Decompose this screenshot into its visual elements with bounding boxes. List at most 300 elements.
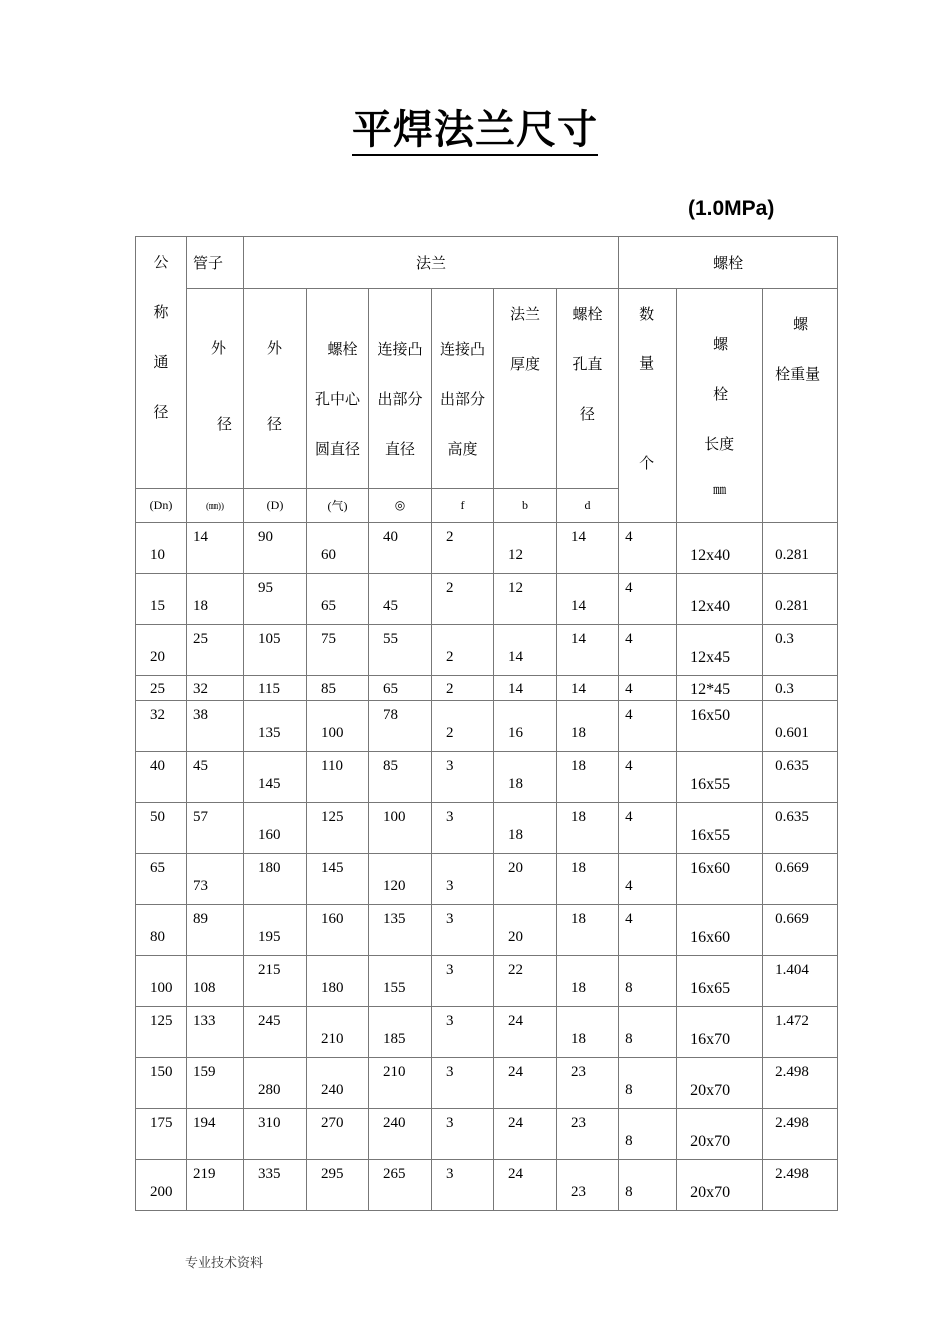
table-cell	[369, 1160, 432, 1211]
cell-value: 0.601	[775, 725, 809, 741]
table-cell	[187, 803, 244, 854]
cell-value: 0.3	[775, 681, 794, 697]
table-cell	[187, 1058, 244, 1109]
cell-value: 245	[258, 1013, 281, 1029]
cell-value: 65	[150, 860, 165, 876]
cell-value: 20x70	[690, 1184, 731, 1201]
table-cell	[307, 701, 369, 752]
cell-value: 18	[571, 911, 586, 927]
table-cell	[432, 625, 494, 676]
header-flange: 法兰	[244, 237, 619, 289]
table-cell	[244, 1058, 307, 1109]
cell-value: 60	[321, 547, 336, 563]
table-cell	[187, 523, 244, 574]
cell-value: 3	[446, 1013, 454, 1029]
table-cell	[187, 854, 244, 905]
table-cell	[494, 523, 557, 574]
cell-value: 50	[150, 809, 165, 825]
cell-value: 18	[571, 758, 586, 774]
cell-value: 18	[571, 1031, 586, 1047]
cell-value: 14	[571, 598, 586, 614]
table-cell	[763, 956, 838, 1007]
table-cell	[763, 752, 838, 803]
table-cell	[494, 854, 557, 905]
table-cell	[187, 574, 244, 625]
cell-value: 14	[571, 529, 586, 545]
table-cell	[432, 523, 494, 574]
footer-note: 专业技术资料	[185, 1256, 264, 1271]
table-cell	[557, 1160, 619, 1211]
flange-dimension-table	[135, 236, 838, 1211]
table-cell	[557, 1109, 619, 1160]
table-cell	[494, 956, 557, 1007]
table-cell	[244, 523, 307, 574]
table-cell	[369, 574, 432, 625]
table-cell	[136, 1058, 187, 1109]
table-cell	[369, 854, 432, 905]
table-cell	[136, 625, 187, 676]
table-cell	[136, 1160, 187, 1211]
cell-value: 12x45	[690, 649, 731, 666]
cell-value: 16x55	[690, 776, 731, 793]
table-cell	[619, 1058, 677, 1109]
table-row	[136, 752, 838, 803]
table-cell	[557, 803, 619, 854]
pressure-rating: (1.0MPa)	[688, 197, 775, 220]
table-cell	[763, 1007, 838, 1058]
header-flange-od: 外 径	[244, 289, 307, 489]
table-row	[136, 956, 838, 1007]
table-cell	[677, 1007, 763, 1058]
cell-value: 14	[571, 681, 586, 697]
table-cell	[187, 752, 244, 803]
cell-value: 45	[193, 758, 208, 774]
header-flange-thickness: 法兰 厚度	[494, 289, 557, 489]
page-title: 平焊法兰尺寸	[0, 98, 950, 155]
cell-value: 3	[446, 1115, 454, 1131]
table-cell	[369, 803, 432, 854]
cell-value: 100	[321, 725, 344, 741]
cell-value: 210	[383, 1064, 406, 1080]
table-cell	[432, 1007, 494, 1058]
cell-value: 219	[193, 1166, 216, 1182]
cell-value: 160	[258, 827, 281, 843]
cell-value: 12x40	[690, 598, 731, 615]
cell-value: 3	[446, 809, 454, 825]
header-nominal-diameter: 公 称 通 径	[136, 237, 187, 489]
cell-value: 45	[383, 598, 398, 614]
table-cell	[677, 1160, 763, 1211]
table-cell	[677, 803, 763, 854]
table-cell	[619, 1109, 677, 1160]
cell-value: 80	[150, 929, 165, 945]
cell-value: 120	[383, 878, 406, 894]
cell-value: 1.472	[775, 1013, 809, 1029]
cell-value: 12x40	[690, 547, 731, 564]
cell-value: 0.3	[775, 631, 794, 647]
table-cell	[557, 676, 619, 701]
table-cell	[307, 1007, 369, 1058]
cell-value: 18	[571, 809, 586, 825]
table-cell	[369, 905, 432, 956]
cell-value: 18	[571, 725, 586, 741]
table-cell	[677, 701, 763, 752]
table-cell	[432, 574, 494, 625]
cell-value: 89	[193, 911, 208, 927]
table-cell	[244, 625, 307, 676]
cell-value: 22	[508, 962, 523, 978]
cell-value: 75	[321, 631, 336, 647]
table-cell	[557, 854, 619, 905]
table-cell	[619, 752, 677, 803]
cell-value: 194	[193, 1115, 216, 1131]
table-cell	[494, 1109, 557, 1160]
cell-value: 10	[150, 547, 165, 563]
cell-value: 85	[383, 758, 398, 774]
table-cell	[619, 1007, 677, 1058]
cell-value: 20x70	[690, 1133, 731, 1150]
cell-value: 125	[150, 1013, 173, 1029]
cell-value: 78	[383, 707, 398, 723]
cell-value: 23	[571, 1064, 586, 1080]
cell-value: 4	[625, 878, 633, 894]
cell-value: 3	[446, 1064, 454, 1080]
table-cell	[432, 701, 494, 752]
table-cell	[763, 1058, 838, 1109]
cell-value: 280	[258, 1082, 281, 1098]
table-cell	[244, 752, 307, 803]
table-cell	[677, 1058, 763, 1109]
cell-value: 215	[258, 962, 281, 978]
cell-value: 90	[258, 529, 273, 545]
cell-value: 270	[321, 1115, 344, 1131]
cell-value: 40	[150, 758, 165, 774]
cell-value: 12	[508, 580, 523, 596]
header-bolt-weight: 螺 栓重量	[763, 289, 838, 523]
table-row	[136, 1007, 838, 1058]
header-raised-face-height: 连接凸 出部分 高度	[432, 289, 494, 489]
cell-value: 24	[508, 1013, 523, 1029]
header-bolt: 螺栓	[619, 237, 838, 289]
table-cell	[619, 1160, 677, 1211]
table-cell	[187, 956, 244, 1007]
cell-value: 180	[321, 980, 344, 996]
cell-value: 20x70	[690, 1082, 731, 1099]
cell-value: 115	[258, 681, 280, 697]
cell-value: 65	[383, 681, 398, 697]
table-row	[136, 701, 838, 752]
table-cell	[494, 1007, 557, 1058]
table-cell	[369, 701, 432, 752]
table-cell	[557, 956, 619, 1007]
cell-value: 0.281	[775, 598, 809, 614]
table-cell	[187, 676, 244, 701]
table-cell	[244, 574, 307, 625]
table-cell	[619, 701, 677, 752]
cell-value: 4	[625, 911, 633, 927]
cell-value: 195	[258, 929, 281, 945]
table-cell	[369, 1109, 432, 1160]
header-bolt-hole-diameter: 螺栓 孔直 径	[557, 289, 619, 489]
cell-value: 1.404	[775, 962, 809, 978]
cell-value: 2.498	[775, 1166, 809, 1182]
table-cell	[677, 625, 763, 676]
table-cell	[432, 854, 494, 905]
cell-value: 14	[571, 631, 586, 647]
table-cell	[307, 523, 369, 574]
table-cell	[677, 956, 763, 1007]
table-cell	[369, 625, 432, 676]
cell-value: 8	[625, 1082, 633, 1098]
cell-value: 135	[383, 911, 406, 927]
cell-value: 145	[321, 860, 344, 876]
table-cell	[494, 752, 557, 803]
table-cell	[619, 523, 677, 574]
cell-value: 18	[193, 598, 208, 614]
cell-value: 0.635	[775, 809, 809, 825]
cell-value: 18	[508, 776, 523, 792]
symbol-dn: (Dn)	[136, 489, 187, 523]
cell-value: 3	[446, 911, 454, 927]
table-cell	[187, 1160, 244, 1211]
cell-value: 0.281	[775, 547, 809, 563]
table-cell	[432, 1058, 494, 1109]
table-cell	[619, 854, 677, 905]
cell-value: 0.669	[775, 860, 809, 876]
table-cell	[763, 701, 838, 752]
table-cell	[244, 1160, 307, 1211]
table-cell	[763, 625, 838, 676]
table-row	[136, 523, 838, 574]
cell-value: 4	[625, 681, 633, 697]
table-cell	[619, 625, 677, 676]
table-cell	[432, 905, 494, 956]
table-row	[136, 625, 838, 676]
table-cell	[136, 854, 187, 905]
cell-value: 135	[258, 725, 281, 741]
table-cell	[432, 752, 494, 803]
cell-value: 16x60	[690, 929, 731, 946]
table-cell	[432, 676, 494, 701]
cell-value: 125	[321, 809, 344, 825]
cell-value: 185	[383, 1031, 406, 1047]
cell-value: 4	[625, 809, 633, 825]
cell-value: 18	[508, 827, 523, 843]
cell-value: 24	[508, 1166, 523, 1182]
table-cell	[307, 956, 369, 1007]
table-row	[136, 803, 838, 854]
table-cell	[677, 1109, 763, 1160]
table-cell	[307, 1058, 369, 1109]
cell-value: 55	[383, 631, 398, 647]
cell-value: 4	[625, 707, 633, 723]
cell-value: 0.669	[775, 911, 809, 927]
cell-value: 310	[258, 1115, 281, 1131]
table-cell	[369, 752, 432, 803]
cell-value: 3	[446, 878, 454, 894]
table-cell	[557, 523, 619, 574]
cell-value: 20	[508, 929, 523, 945]
table-cell	[677, 523, 763, 574]
cell-value: 2	[446, 681, 454, 697]
table-cell	[494, 574, 557, 625]
cell-value: 16x55	[690, 827, 731, 844]
table-cell	[619, 905, 677, 956]
table-cell	[557, 905, 619, 956]
table-cell	[763, 905, 838, 956]
cell-value: 12	[508, 547, 523, 563]
symbol-bolt-circle: (气)	[307, 489, 369, 523]
table-cell	[369, 956, 432, 1007]
table-cell	[763, 1160, 838, 1211]
table-cell	[136, 574, 187, 625]
table-cell	[369, 1007, 432, 1058]
table-row	[136, 854, 838, 905]
table-cell	[136, 803, 187, 854]
table-row	[136, 1058, 838, 1109]
table-cell	[619, 676, 677, 701]
cell-value: 15	[150, 598, 165, 614]
table-cell	[677, 676, 763, 701]
cell-value: 8	[625, 1184, 633, 1200]
cell-value: 110	[321, 758, 343, 774]
table-cell	[494, 625, 557, 676]
cell-value: 32	[193, 681, 208, 697]
table-cell	[244, 1109, 307, 1160]
cell-value: 240	[383, 1115, 406, 1131]
cell-value: 105	[258, 631, 281, 647]
cell-value: 240	[321, 1082, 344, 1098]
header-bolt-circle: 螺栓 孔中心 圆直径	[307, 289, 369, 489]
cell-value: 73	[193, 878, 208, 894]
table-cell	[307, 752, 369, 803]
cell-value: 16x50	[690, 707, 731, 724]
cell-value: 2	[446, 649, 454, 665]
table-cell	[136, 676, 187, 701]
cell-value: 295	[321, 1166, 344, 1182]
cell-value: 335	[258, 1166, 281, 1182]
table-cell	[557, 1007, 619, 1058]
table-cell	[432, 1160, 494, 1211]
cell-value: 14	[508, 681, 523, 697]
table-row	[136, 574, 838, 625]
cell-value: 16x65	[690, 980, 731, 997]
cell-value: 85	[321, 681, 336, 697]
cell-value: 65	[321, 598, 336, 614]
table-cell	[432, 1109, 494, 1160]
cell-value: 4	[625, 580, 633, 596]
table-row	[136, 1109, 838, 1160]
cell-value: 159	[193, 1064, 216, 1080]
table-cell	[244, 854, 307, 905]
cell-value: 3	[446, 758, 454, 774]
cell-value: 18	[571, 860, 586, 876]
cell-value: 18	[571, 980, 586, 996]
cell-value: 16x60	[690, 860, 731, 877]
table-cell	[244, 956, 307, 1007]
table-cell	[763, 1109, 838, 1160]
table-cell	[136, 1109, 187, 1160]
table-cell	[244, 905, 307, 956]
cell-value: 100	[383, 809, 406, 825]
table-cell	[557, 701, 619, 752]
table-cell	[763, 676, 838, 701]
table-cell	[187, 905, 244, 956]
table-cell	[307, 1160, 369, 1211]
table-cell	[494, 701, 557, 752]
cell-value: 14	[508, 649, 523, 665]
table-cell	[187, 701, 244, 752]
cell-value: 12*45	[690, 681, 731, 698]
table-cell	[136, 1007, 187, 1058]
cell-value: 3	[446, 962, 454, 978]
cell-value: 100	[150, 980, 173, 996]
table-row	[136, 1160, 838, 1211]
table-cell	[494, 1160, 557, 1211]
cell-value: 150	[150, 1064, 173, 1080]
cell-value: 108	[193, 980, 216, 996]
header-bolt-quantity: 数 量 个	[619, 289, 677, 523]
table-row	[136, 905, 838, 956]
table-cell	[557, 752, 619, 803]
table-cell	[763, 803, 838, 854]
table-cell	[494, 905, 557, 956]
cell-value: 4	[625, 758, 633, 774]
table-cell	[244, 676, 307, 701]
table-cell	[677, 905, 763, 956]
symbol-raised-dia: ◎	[369, 489, 432, 523]
cell-value: 23	[571, 1115, 586, 1131]
table-cell	[494, 676, 557, 701]
cell-value: 20	[508, 860, 523, 876]
symbol-b: b	[494, 489, 557, 523]
table-cell	[494, 1058, 557, 1109]
table-cell	[136, 956, 187, 1007]
table-cell	[187, 625, 244, 676]
table-cell	[677, 752, 763, 803]
table-cell	[369, 523, 432, 574]
cell-value: 25	[150, 681, 165, 697]
cell-value: 175	[150, 1115, 173, 1131]
symbol-d: (D)	[244, 489, 307, 523]
table-cell	[619, 956, 677, 1007]
cell-value: 4	[625, 529, 633, 545]
table-cell	[763, 523, 838, 574]
cell-value: 210	[321, 1031, 344, 1047]
header-bolt-length: 螺 栓 长度 ㎜	[677, 289, 763, 523]
cell-value: 24	[508, 1064, 523, 1080]
table-cell	[494, 803, 557, 854]
cell-value: 38	[193, 707, 208, 723]
table-cell	[307, 803, 369, 854]
cell-value: 8	[625, 1133, 633, 1149]
table-cell	[307, 676, 369, 701]
table-cell	[136, 905, 187, 956]
table-cell	[244, 1007, 307, 1058]
symbol-f: f	[432, 489, 494, 523]
cell-value: 0.635	[775, 758, 809, 774]
cell-value: 20	[150, 649, 165, 665]
cell-value: 23	[571, 1184, 586, 1200]
symbol-pipe-od: (㎜))	[187, 489, 244, 523]
table-cell	[677, 854, 763, 905]
table-cell	[677, 574, 763, 625]
table-cell	[307, 625, 369, 676]
table-cell	[763, 574, 838, 625]
cell-value: 4	[625, 631, 633, 647]
cell-value: 8	[625, 1031, 633, 1047]
table-cell	[244, 803, 307, 854]
